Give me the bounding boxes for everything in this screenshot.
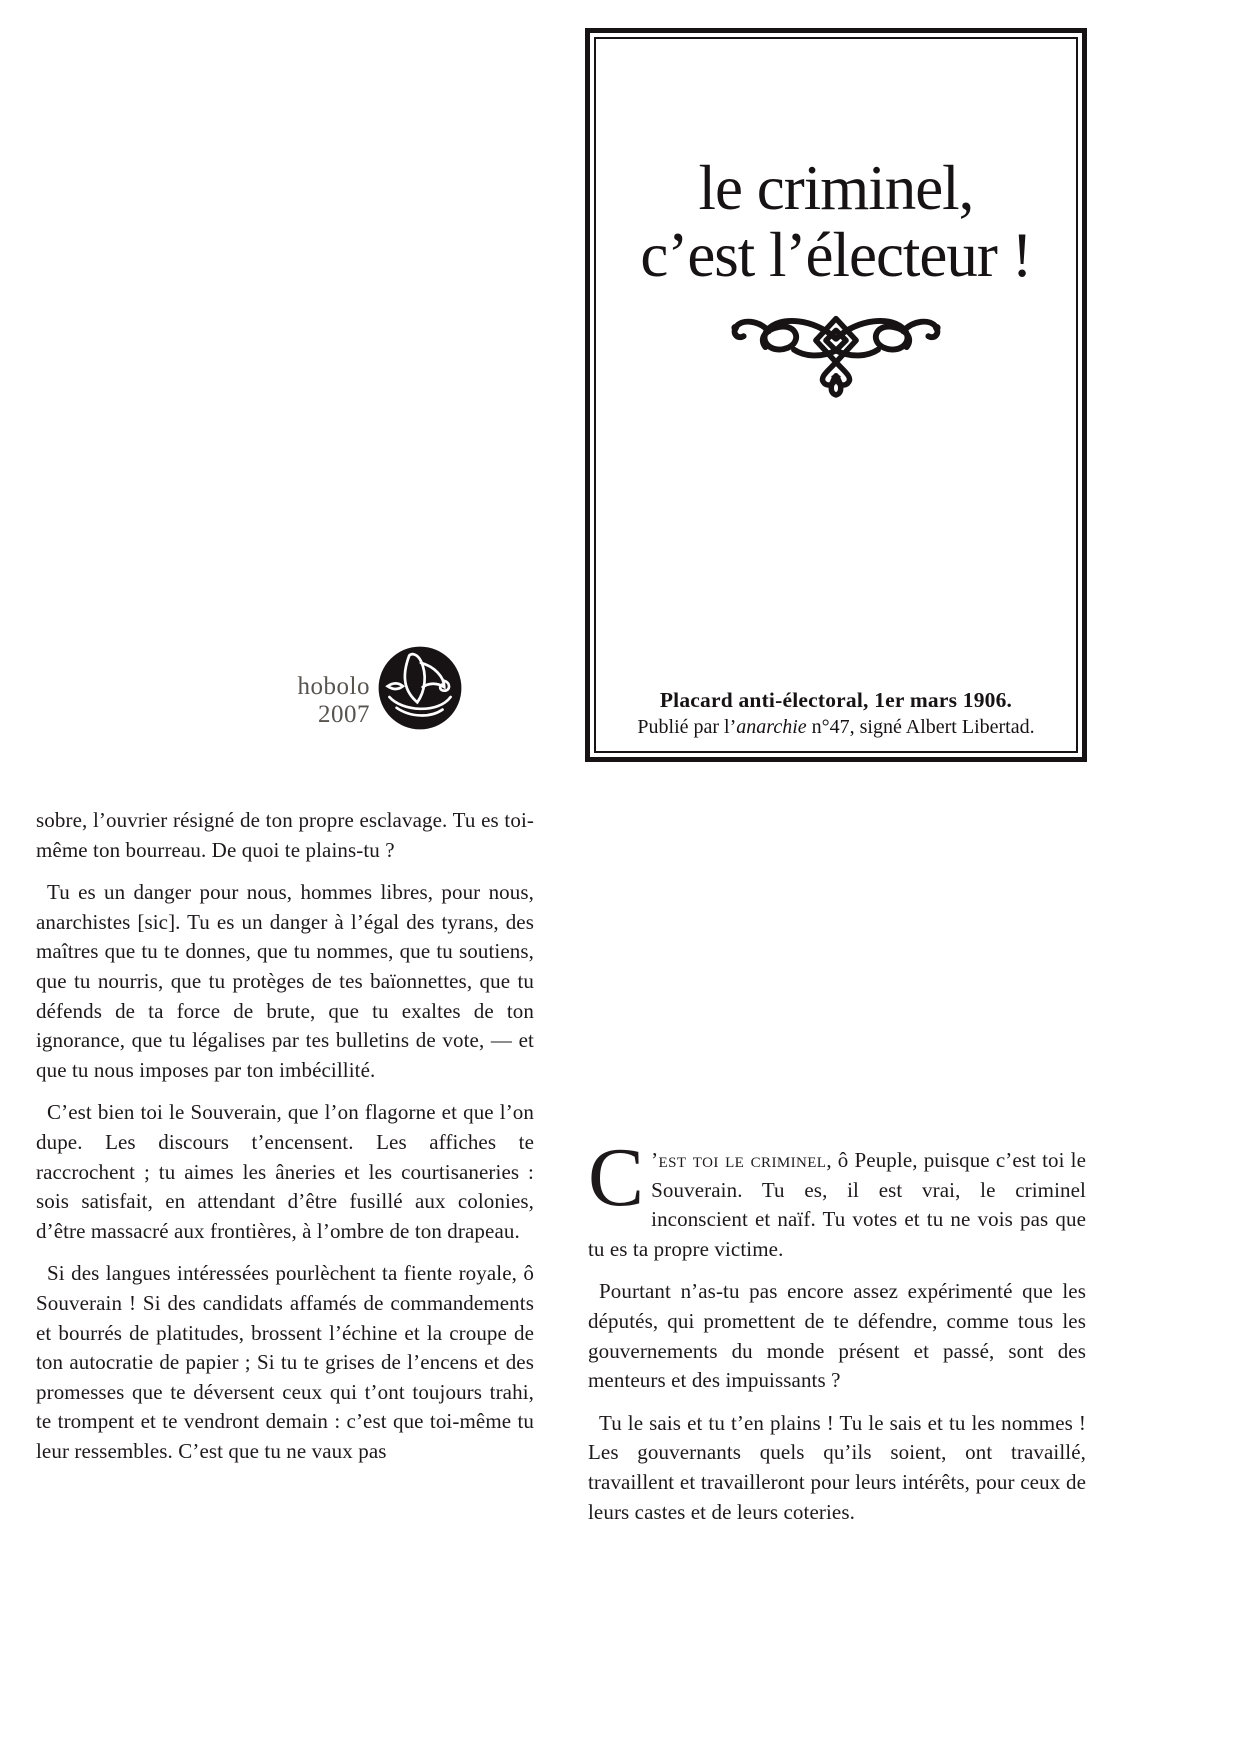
paragraph: Tu le sais et tu t’en plains ! Tu le sais et tu les nommes ! Les gouvernants quels qu’ils soient, ont travaillé, travaillent et travailleront pour leurs intérêts, pour ceux de leurs castes et de leurs coteries.: [588, 1410, 1086, 1524]
placard-caption: [596, 688, 1076, 739]
publisher-text: [292, 673, 370, 729]
paragraph: Si des langues intéressées pourlèchent ta fiente royale, ô Souverain ! Si des candidats affamés de commandements et bourrés de platitudes, brossent l’échine et la croupe de ton autocratie de papier ; Si tu te grises de l’encens et des promesses que te déversent ceux qui t’ont toujours trahi, te trompent et te vendront demain : c’est que toi-même tu leur ressembles. C’est que tu ne vaux pas: [36, 1261, 534, 1463]
placard-title: [596, 39, 1076, 289]
paragraph-text: , ô Peuple, puisque c’est toi le Souverain. Tu es, il est vrai, le criminel inconscient et naïf. Tu votes et tu ne vois pas que tu es ta propre victime.: [588, 1148, 1086, 1261]
caption-journal-name: anarchie: [736, 716, 807, 738]
calligraphic-flourish-icon: [596, 305, 1076, 406]
paragraph: sobre, l’ouvrier résigné de ton propre esclavage. Tu es toi-même ton bourreau. De quoi te plains-tu ?: [36, 808, 534, 862]
paragraph-with-dropcap: [588, 1131, 1086, 1264]
right-text-column: [588, 1131, 1086, 1527]
drop-cap-letter: C: [588, 1131, 645, 1224]
left-text-column: [36, 806, 534, 1466]
publisher-colophon: [292, 643, 465, 733]
paragraph: Tu es un danger pour nous, hommes libres, pour nous, anarchistes [sic]. Tu es un danger à l’égal des tyrans, des maîtres que tu te donnes, que tu nommes, que tu soutiens, que tu nourris, que tu protèges de tes baïonnettes, que tu défends de ta force de brute, que tu exaltes de ton ignorance, que tu légalises par tes bulletins de vote, — et que tu nous imposes par ton imbécillité.: [36, 880, 534, 1082]
placard-title-line2: c’est l’électeur !: [640, 219, 1032, 290]
ship-printers-mark-icon: [375, 643, 465, 733]
placard-title-line1: le criminel,: [698, 153, 974, 223]
small-caps-lead: ’est toi le criminel: [651, 1148, 827, 1172]
placard-inner-frame: [594, 37, 1078, 753]
paragraph: C’est bien toi le Souverain, que l’on flagorne et que l’on dupe. Les discours t’encensent. Les affiches te raccrochent ; tu aimes les âneries et les courtisaneries : sois satisfait, en attendant d’être fusillé aux colonies, d’être massacré aux frontières, à l’ombre de ton drapeau.: [36, 1100, 534, 1243]
caption-credit-prefix: Publié par l’: [637, 716, 737, 738]
caption-credit: [596, 716, 1076, 739]
caption-title: Placard anti-électoral, 1er mars 1906.: [659, 688, 1013, 712]
caption-credit-suffix: n°47, signé Albert Libertad.: [806, 716, 1035, 738]
publisher-name: hobolo: [297, 673, 370, 700]
paragraph: Pourtant n’as-tu pas encore assez expérimenté que les députés, qui promettent de te défendre, comme tous les gouvernements du monde présent et passé, sont des menteurs et des impuissants ?: [588, 1279, 1086, 1393]
placard-frame: [585, 28, 1087, 762]
publisher-year: 2007: [318, 701, 370, 728]
